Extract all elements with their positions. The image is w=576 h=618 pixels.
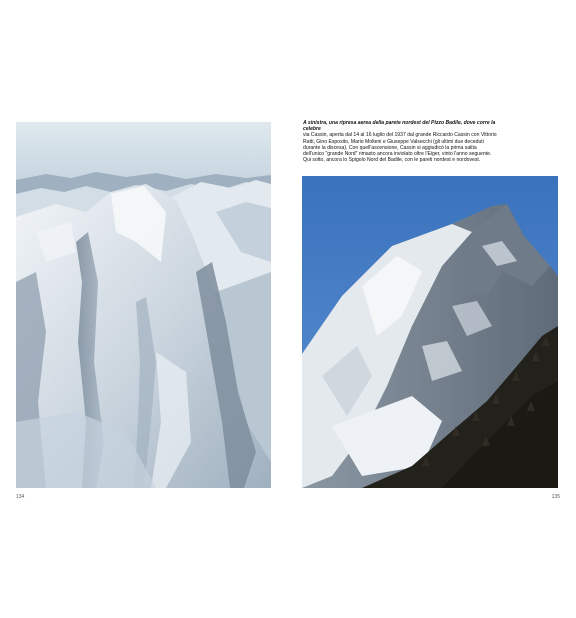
photo-caption — [303, 120, 499, 163]
caption-line: dell'unico "grande Nord" rimasto ancora inviolato oltre l'Eiger, vinto l'anno seguente. — [303, 151, 492, 158]
right-page — [288, 0, 576, 618]
caption-line: Qui sotto, ancora lo Spigolo Nord del Badile, con le pareti nordest e nordovest. — [303, 157, 481, 164]
caption-line: durante la discesa). Con quell'ascensione, Cassin si aggiudicò la prima salita — [303, 144, 477, 151]
aerial-photo-image — [16, 122, 271, 488]
page-number-left: 134 — [16, 494, 25, 500]
caption-line: via Cassin, aperta dal 14 al 16 luglio del 1937 dal grande Riccardo Cassin con Vittorio — [303, 132, 497, 139]
caption-line: A sinistra, una ripresa aerea della parete nordest del Pizzo Badile, dove corre la celebre — [303, 120, 496, 133]
photo-north-ridge-badile — [302, 176, 558, 488]
page-number-right: 135 — [551, 494, 560, 500]
aerial-photo-northeast-face — [16, 122, 271, 488]
mountain-photo-image — [302, 176, 558, 488]
caption-line: Ratti, Gino Esposito, Mario Molteni e Giuseppe Valsecchi (gli ultimi due deceduti — [303, 138, 484, 145]
